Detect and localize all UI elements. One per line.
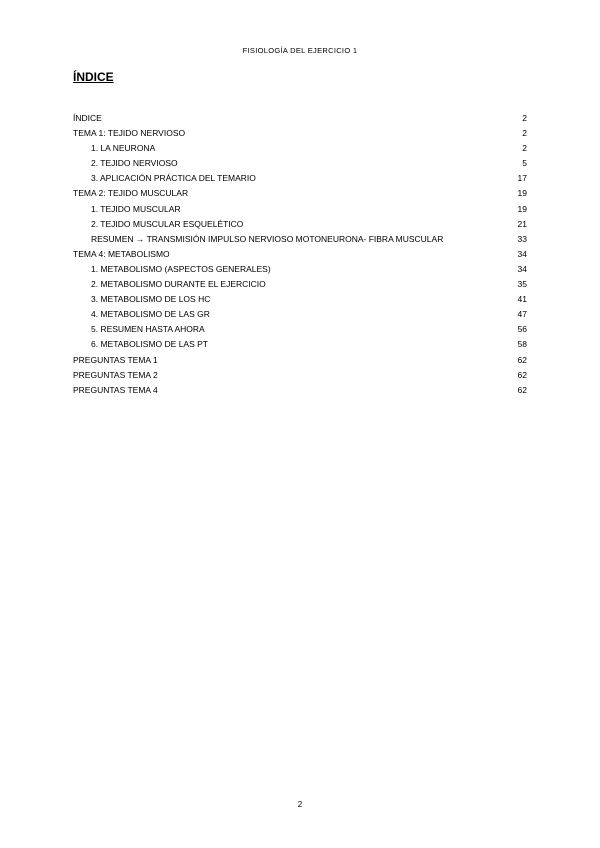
toc-entry-page: 5: [522, 158, 527, 169]
toc-entry-label: 1. METABOLISMO (ASPECTOS GENERALES): [91, 263, 271, 274]
toc-entry-label: 4. METABOLISMO DE LAS GR: [91, 309, 210, 320]
toc-entry[interactable]: [73, 292, 527, 307]
toc-entry-label: 3. APLICACIÓN PRÁCTICA DEL TEMARIO: [91, 173, 256, 184]
toc-entry-page: 56: [517, 324, 527, 335]
toc-entry[interactable]: [73, 247, 527, 262]
toc-entry-label: TEMA 2: TEJIDO MUSCULAR: [73, 188, 189, 199]
toc-entry[interactable]: [73, 141, 527, 156]
toc-entry-page: 62: [517, 369, 527, 380]
toc-entry-page: 19: [517, 203, 527, 214]
toc-entry[interactable]: [73, 156, 527, 171]
toc-entry-page: 33: [517, 233, 527, 244]
toc-entry-label: PREGUNTAS TEMA 1: [73, 354, 158, 365]
toc-entry[interactable]: [73, 337, 527, 352]
toc-entry[interactable]: [73, 202, 527, 217]
toc-entry-page: 62: [517, 354, 527, 365]
toc-entry-label: RESUMEN → TRANSMISIÓN IMPULSO NERVIOSO MOTONEURONA- FIBRA MUSCULAR: [91, 233, 444, 244]
toc-entry-page: 58: [517, 339, 527, 350]
toc-entry[interactable]: [73, 111, 527, 126]
toc-entry-label: TEMA 4: METABOLISMO: [73, 248, 170, 259]
toc-entry[interactable]: [73, 368, 527, 383]
toc-entry-label: PREGUNTAS TEMA 4: [73, 384, 158, 395]
page-title: ÍNDICE: [73, 70, 114, 84]
toc-entry[interactable]: [73, 322, 527, 337]
toc-entry-page: 35: [517, 279, 527, 290]
toc-entry[interactable]: [73, 171, 527, 186]
toc-entry[interactable]: [73, 217, 527, 232]
toc-entry[interactable]: [73, 307, 527, 322]
toc-entry-page: 34: [517, 248, 527, 259]
table-of-contents: [73, 111, 527, 398]
toc-entry[interactable]: [73, 232, 527, 247]
toc-entry[interactable]: [73, 186, 527, 201]
toc-entry-label: 3. METABOLISMO DE LOS HC: [91, 294, 211, 305]
toc-entry-page: 17: [517, 173, 527, 184]
toc-entry[interactable]: [73, 262, 527, 277]
toc-entry[interactable]: [73, 383, 527, 398]
page-number: 2: [297, 800, 303, 809]
toc-entry-label: 6. METABOLISMO DE LAS PT: [91, 339, 208, 350]
toc-entry-label: 5. RESUMEN HASTA AHORA: [91, 324, 205, 335]
toc-entry-label: 2. TEJIDO NERVIOSO: [91, 158, 178, 169]
toc-entry-label: TEMA 1: TEJIDO NERVIOSO: [73, 128, 186, 139]
toc-entry-page: 41: [517, 294, 527, 305]
toc-entry-label: 2. METABOLISMO DURANTE EL EJERCICIO: [91, 279, 266, 290]
toc-entry[interactable]: [73, 126, 527, 141]
toc-entry-label: 2. TEJIDO MUSCULAR ESQUELÉTICO: [91, 218, 244, 229]
running-header: FISIOLOGÍA DEL EJERCICIO 1: [242, 46, 358, 55]
toc-entry-label: 1. TEJIDO MUSCULAR: [91, 203, 181, 214]
toc-entry-label: 1. LA NEURONA: [91, 143, 156, 154]
toc-entry-page: 2: [522, 128, 527, 139]
toc-entry-page: 34: [517, 263, 527, 274]
toc-entry-label: ÍNDICE: [73, 113, 102, 123]
toc-entry-page: 2: [522, 113, 527, 123]
toc-entry-page: 21: [517, 218, 527, 229]
toc-entry-page: 2: [522, 143, 527, 154]
toc-entry-page: 47: [517, 309, 527, 320]
toc-entry-page: 62: [517, 384, 527, 395]
toc-entry-page: 19: [517, 188, 527, 199]
toc-entry[interactable]: [73, 353, 527, 368]
toc-entry[interactable]: [73, 277, 527, 292]
toc-entry-label: PREGUNTAS TEMA 2: [73, 369, 158, 380]
